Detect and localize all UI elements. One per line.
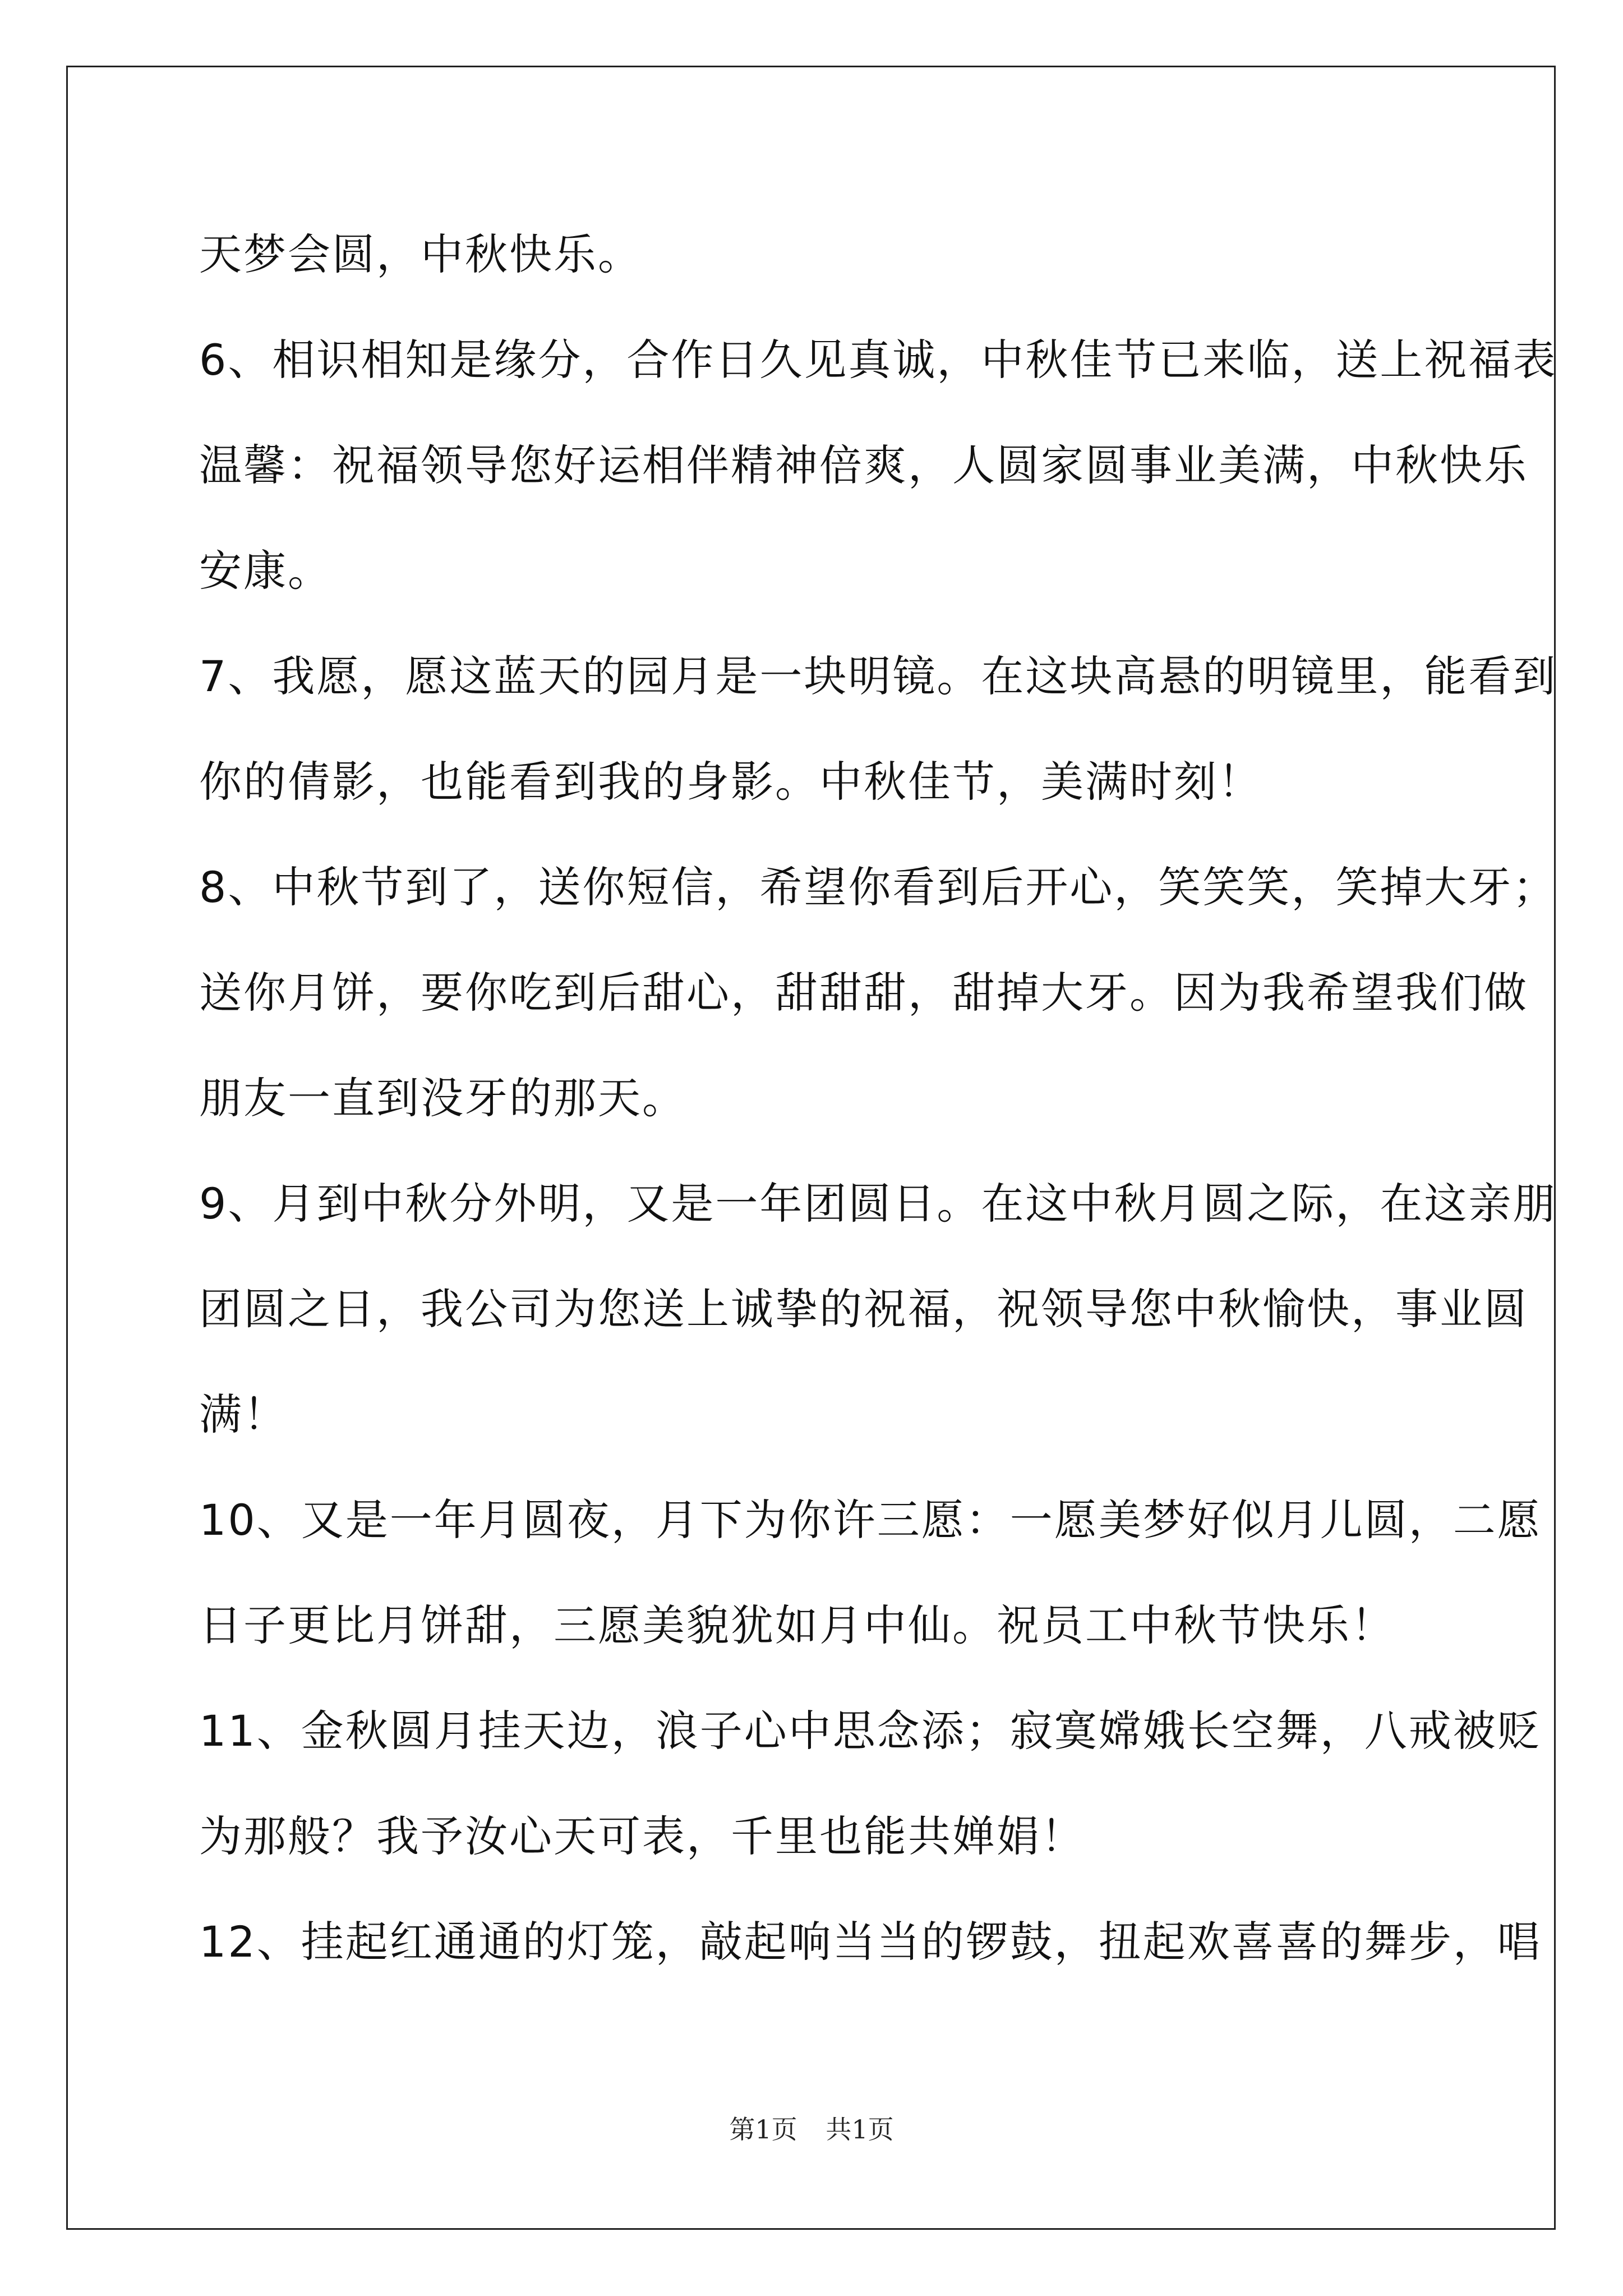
text-line: 安康。 <box>199 546 332 596</box>
text-line: 温馨：祝福领导您好运相伴精神倍爽，人圆家圆事业美满，中秋快乐 <box>199 440 1528 490</box>
text-line: 满！ <box>199 1389 288 1439</box>
document-body <box>199 202 1557 1995</box>
page-footer <box>0 2109 1623 2146</box>
text-line: 9、月到中秋分外明，又是一年团圆日。在这中秋月圆之际，在这亲朋 <box>199 1179 1557 1228</box>
text-line: 朋友一直到没牙的那天。 <box>199 1073 686 1123</box>
text-line: 送你月饼，要你吃到后甜心，甜甜甜，甜掉大牙。因为我希望我们做 <box>199 968 1528 1018</box>
text-line: 12、挂起红通通的灯笼，敲起响当当的锣鼓，扭起欢喜喜的舞步，唱 <box>199 1917 1542 1967</box>
text-line: 8、中秋节到了，送你短信，希望你看到后开心，笑笑笑，笑掉大牙； <box>199 862 1557 912</box>
text-line: 日子更比月饼甜，三愿美貌犹如月中仙。祝员工中秋节快乐！ <box>199 1600 1395 1650</box>
text-line: 11、金秋圆月挂天边，浪子心中思念添；寂寞嫦娥长空舞，八戒被贬 <box>199 1706 1542 1756</box>
text-line: 天梦会圆，中秋快乐。 <box>199 229 642 279</box>
page-number: 第1页 <box>729 2114 797 2145</box>
text-line: 10、又是一年月圆夜，月下为你许三愿：一愿美梦好似月儿圆，二愿 <box>199 1495 1542 1545</box>
text-line: 6、相识相知是缘分，合作日久见真诚，中秋佳节已来临，送上祝福表 <box>199 335 1557 385</box>
text-line: 你的倩影，也能看到我的身影。中秋佳节，美满时刻！ <box>199 757 1262 807</box>
text-line: 为那般？我予汝心天可表，千里也能共婵娟！ <box>199 1811 1085 1861</box>
text-line: 团圆之日，我公司为您送上诚挚的祝福，祝领导您中秋愉快，事业圆 <box>199 1284 1528 1334</box>
text-line: 7、我愿，愿这蓝天的园月是一块明镜。在这块高悬的明镜里，能看到 <box>199 651 1557 701</box>
page-total: 共1页 <box>826 2114 894 2145</box>
